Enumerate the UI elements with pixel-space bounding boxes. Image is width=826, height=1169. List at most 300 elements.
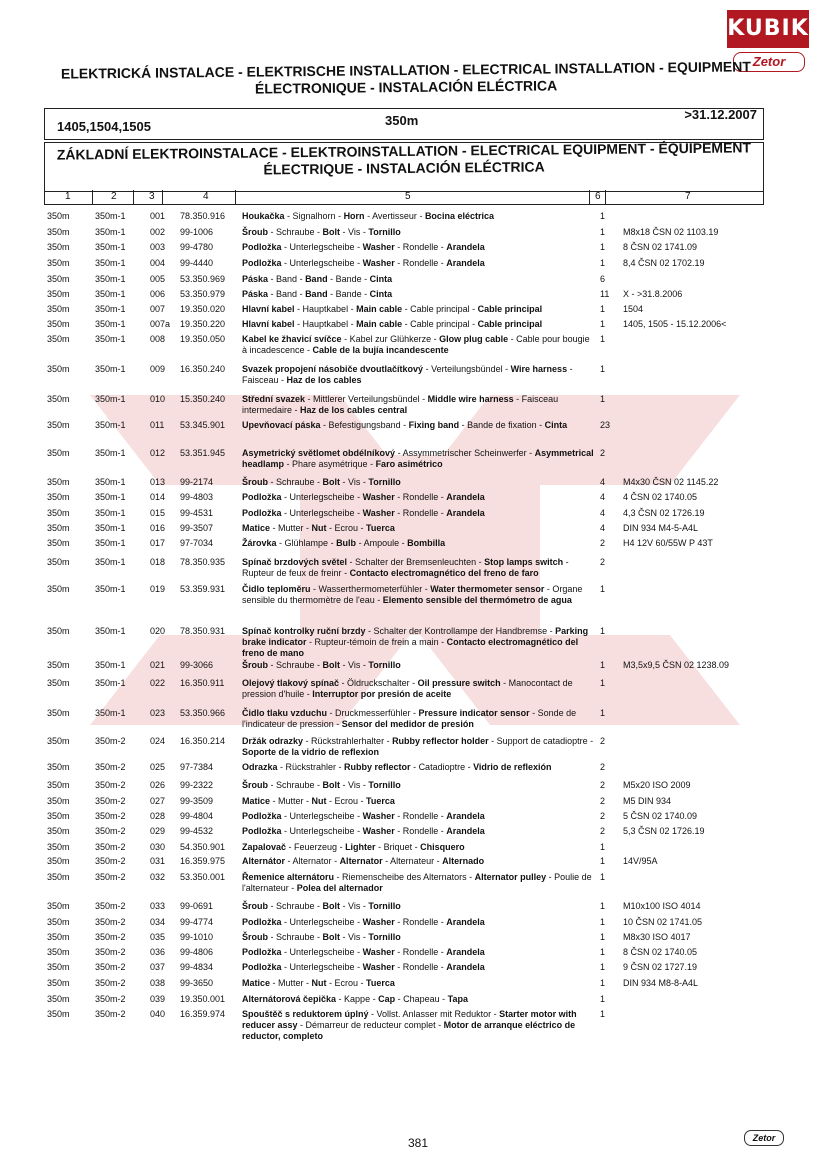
description-d4: Ecrou: [334, 796, 359, 806]
page-number: 381: [408, 1136, 429, 1150]
description-separator: -: [361, 274, 370, 284]
col-1-type: 350m: [47, 962, 70, 972]
description-d5: Alternado: [442, 856, 485, 866]
description-d4: Rondelle: [402, 492, 439, 502]
col-5-description: [242, 211, 597, 222]
description-d1: Podložka: [242, 917, 282, 927]
description-d3: Glow plug cable: [439, 334, 509, 344]
col-6-quantity: 2: [600, 736, 606, 746]
description-separator: -: [339, 678, 348, 688]
zetor-logo: Zetor: [733, 52, 805, 72]
col-5-description: [242, 258, 597, 269]
description-d1: Řemenice alternátoru: [242, 872, 335, 882]
description-separator: -: [286, 842, 295, 852]
description-d2: Schraube: [276, 660, 315, 670]
col-2-group: 350m-1: [95, 394, 126, 404]
description-d4: Cable principal: [410, 304, 470, 314]
description-d1: Matice: [242, 523, 271, 533]
col-4-part-number: 53.350.966: [180, 708, 226, 718]
column-header-4: 4: [203, 191, 209, 202]
col-4-part-number: 53.350.001: [180, 872, 226, 882]
description-d3: Washer: [362, 492, 395, 502]
description-d5: Tornillo: [368, 227, 401, 237]
col-3-position: 040: [150, 1009, 166, 1019]
description-separator: -: [394, 947, 403, 957]
description-separator: -: [336, 994, 345, 1004]
table-row: [47, 557, 762, 587]
description-separator: -: [438, 962, 447, 972]
description-separator: -: [529, 708, 538, 718]
description-separator: -: [294, 319, 303, 329]
col-4-part-number: 99-3650: [180, 978, 214, 988]
description-d2: Mutter: [278, 978, 304, 988]
description-d5: Bocina eléctrica: [424, 211, 494, 221]
col-2-group: 350m-1: [95, 364, 126, 374]
validity-date: >31.12.2007: [684, 107, 757, 122]
description-separator: -: [292, 405, 301, 415]
model-header-box: [44, 108, 764, 140]
col-6-quantity: 1: [600, 626, 606, 636]
col-5-description: [242, 962, 597, 973]
description-separator: -: [340, 660, 349, 670]
col-7-note: 10 ČSN 02 1741.05: [623, 917, 703, 927]
description-d2: Schraube: [276, 227, 315, 237]
col-1-type: 350m: [47, 508, 70, 518]
col-1-type: 350m: [47, 780, 70, 790]
description-separator: -: [360, 227, 369, 237]
description-d3: Lighter: [345, 842, 376, 852]
description-separator: -: [348, 304, 357, 314]
col-5-description: [242, 994, 597, 1005]
description-d1: Asymetrický světlomet obdélníkový: [242, 448, 396, 458]
description-d3: Washer: [362, 508, 395, 518]
col-2-group: 350m-1: [95, 258, 126, 268]
col-3-position: 011: [150, 420, 165, 430]
col-6-quantity: 1: [600, 660, 606, 670]
col-6-quantity: 1: [600, 304, 606, 314]
description-separator: -: [297, 274, 306, 284]
description-separator: -: [354, 508, 363, 518]
description-separator: -: [409, 678, 418, 688]
description-d3: Nut: [311, 796, 327, 806]
description-d1: Matice: [242, 796, 271, 806]
section-title-line2: ÉLECTRIQUE - INSTALACIÓN ELÉCTRICA: [263, 158, 545, 178]
description-d3: Washer: [362, 947, 395, 957]
col-2-group: 350m-2: [95, 811, 126, 821]
description-d1: Podložka: [242, 242, 282, 252]
description-d4: Faisceau: [242, 375, 279, 385]
table-row: [47, 584, 762, 614]
description-d2: Vollst. Anlasser mit Reduktor: [376, 1009, 492, 1019]
col-1-type: 350m: [47, 994, 70, 1004]
description-d2: Alternator: [292, 856, 332, 866]
description-separator: -: [400, 420, 409, 430]
section-title-line1: ZÁKLADNÍ ELEKTROINSTALACE - ELEKTROINSTALLATION - ELECTRICAL EQUIPMENT - ÉQUIPEMENT: [56, 139, 752, 163]
col-3-position: 028: [150, 811, 166, 821]
description-d1: Šroub: [242, 477, 268, 487]
description-d2: Glühlampe: [284, 538, 329, 548]
col-5-description: [242, 736, 597, 758]
description-separator: -: [314, 660, 323, 670]
col-4-part-number: 99-3066: [180, 660, 214, 670]
description-separator: -: [431, 334, 440, 344]
col-2-group: 350m-1: [95, 334, 126, 344]
col-4-part-number: 54.350.901: [180, 842, 226, 852]
description-d4: Alternateur: [390, 856, 435, 866]
description-separator: -: [368, 1009, 377, 1019]
col-1-type: 350m: [47, 947, 70, 957]
description-separator: -: [303, 978, 312, 988]
description-separator: -: [337, 842, 346, 852]
description-d4: Poulie de l'alternateur: [242, 872, 592, 893]
description-d5: Cinta: [544, 420, 568, 430]
col-1-type: 350m: [47, 872, 70, 882]
description-d1: Podložka: [242, 826, 282, 836]
description-d4: Catadioptre: [418, 762, 466, 772]
column-divider: [235, 190, 236, 204]
col-1-type: 350m: [47, 1009, 70, 1019]
col-3-position: 034: [150, 917, 166, 927]
col-6-quantity: 1: [600, 394, 606, 404]
col-4-part-number: 53.350.969: [180, 274, 226, 284]
description-separator: -: [360, 660, 369, 670]
description-d5: Faro asimétrico: [375, 459, 443, 469]
description-separator: -: [354, 947, 363, 957]
description-separator: -: [410, 708, 419, 718]
description-d5: Bombilla: [407, 538, 446, 548]
description-d4: Organe sensible du thermomètre de l'eau: [242, 584, 583, 605]
description-separator: -: [394, 917, 403, 927]
description-separator: -: [348, 319, 357, 329]
description-d4: Rondelle: [402, 242, 439, 252]
col-7-note: 1504: [623, 304, 644, 314]
description-d2: Schraube: [276, 901, 315, 911]
version-code: 350m: [385, 113, 419, 128]
description-d3: Washer: [362, 258, 395, 268]
description-d3: Main cable: [356, 319, 403, 329]
description-d3: Asymmetrical headlamp: [242, 448, 594, 469]
description-d3: Main cable: [356, 304, 403, 314]
description-d5: Tornillo: [368, 477, 401, 487]
col-3-position: 018: [150, 557, 166, 567]
col-5-description: [242, 364, 597, 386]
col-2-group: 350m-2: [95, 932, 126, 942]
column-divider: [133, 190, 134, 204]
description-d5: Contacto electromagnético del freno de mano: [242, 637, 579, 658]
description-d2: Unterlegscheibe: [289, 258, 355, 268]
col-6-quantity: 1: [600, 708, 606, 718]
description-d1: Spouštěč s reduktorem úplný: [242, 1009, 369, 1019]
col-3-position: 038: [150, 978, 166, 988]
zetor-footer-logo: Zetor: [744, 1130, 784, 1146]
description-separator: -: [268, 477, 276, 487]
col-3-position: 017: [150, 538, 166, 548]
description-separator: -: [284, 211, 293, 221]
col-6-quantity: 4: [600, 523, 606, 533]
description-d3: Bolt: [322, 901, 341, 911]
description-separator: -: [587, 736, 594, 746]
col-2-group: 350m-1: [95, 448, 126, 458]
col-5-description: [242, 319, 597, 330]
col-3-position: 023: [150, 708, 166, 718]
description-d4: Ampoule: [363, 538, 400, 548]
col-7-note: 5 ČSN 02 1740.09: [623, 811, 698, 821]
col-3-position: 002: [150, 227, 166, 237]
description-d2: Unterlegscheibe: [289, 962, 355, 972]
col-5-description: [242, 584, 597, 606]
description-separator: -: [466, 872, 475, 882]
description-separator: -: [419, 394, 428, 404]
description-d1: Alternátor: [242, 856, 286, 866]
description-separator: -: [326, 523, 335, 533]
description-separator: -: [422, 584, 431, 594]
description-separator: -: [306, 637, 315, 647]
col-6-quantity: 2: [600, 557, 606, 567]
description-separator: -: [563, 557, 569, 567]
description-d3: Band: [305, 289, 328, 299]
description-d1: Matice: [242, 978, 271, 988]
description-d4: Sonde de l'indicateur de pression: [242, 708, 577, 729]
col-3-position: 027: [150, 796, 166, 806]
description-separator: -: [297, 1020, 306, 1030]
description-d2: Kappe: [344, 994, 371, 1004]
description-d1: Zapalovač: [242, 842, 287, 852]
description-separator: -: [491, 1009, 500, 1019]
description-d5: Soporte de la vidrio de reflexion: [242, 747, 380, 757]
description-separator: -: [281, 508, 290, 518]
description-separator: -: [341, 568, 350, 578]
description-separator: -: [268, 901, 276, 911]
description-d5: Arandela: [446, 492, 485, 502]
col-7-note: X - >31.8.2006: [623, 289, 683, 299]
page-title: [50, 58, 762, 99]
description-d1: Podložka: [242, 947, 282, 957]
description-separator: -: [382, 856, 391, 866]
col-2-group: 350m-2: [95, 1009, 126, 1019]
description-separator: -: [526, 448, 535, 458]
col-4-part-number: 53.350.979: [180, 289, 226, 299]
col-6-quantity: 2: [600, 796, 606, 806]
col-5-description: [242, 289, 597, 300]
description-d3: Bolt: [322, 227, 341, 237]
col-4-part-number: 78.350.931: [180, 626, 226, 636]
description-separator: -: [303, 796, 312, 806]
col-4-part-number: 19.350.050: [180, 334, 226, 344]
col-7-note: 9 ČSN 02 1727.19: [623, 962, 698, 972]
col-3-position: 010: [150, 394, 166, 404]
description-d3: Horn: [343, 211, 365, 221]
col-5-description: [242, 227, 597, 238]
column-header-3: 3: [149, 191, 155, 202]
description-d4: Cable pour bougie à incadescence: [242, 334, 590, 355]
description-d5: Vidrio de reflexión: [473, 762, 552, 772]
description-separator: -: [438, 637, 447, 647]
description-d2: Schraube: [276, 477, 315, 487]
col-2-group: 350m-1: [95, 289, 126, 299]
kubik-logo: KUBIK: [727, 10, 809, 48]
col-3-position: 014: [150, 492, 166, 502]
description-d2: Unterlegscheibe: [289, 492, 355, 502]
description-d5: Elemento sensible del thermómetro de agua: [382, 595, 572, 605]
description-separator: -: [438, 947, 447, 957]
description-separator: -: [270, 978, 279, 988]
description-separator: -: [434, 856, 443, 866]
description-d3: Middle wire harness: [427, 394, 514, 404]
description-separator: -: [281, 947, 290, 957]
col-6-quantity: 1: [600, 872, 606, 882]
description-separator: -: [354, 826, 363, 836]
description-d1: Podložka: [242, 258, 282, 268]
description-d5: Cinta: [369, 274, 393, 284]
description-d4: Vis: [348, 227, 361, 237]
description-d3: Fixing band: [408, 420, 460, 430]
description-separator: -: [354, 492, 363, 502]
description-d4: Rondelle: [402, 826, 439, 836]
col-5-description: [242, 304, 597, 315]
col-7-note: 8 ČSN 02 1741.09: [623, 242, 698, 252]
column-header-6: 6: [595, 191, 601, 202]
col-2-group: 350m-2: [95, 994, 126, 1004]
description-d1: Podložka: [242, 962, 282, 972]
description-separator: -: [354, 962, 363, 972]
col-5-description: [242, 660, 597, 671]
column-divider: [605, 190, 606, 204]
col-2-group: 350m-1: [95, 227, 126, 237]
description-d4: Support de catadioptre: [496, 736, 588, 746]
description-d3: Bulb: [336, 538, 357, 548]
column-divider: [589, 190, 590, 204]
description-separator: -: [465, 762, 474, 772]
col-5-description: [242, 523, 597, 534]
col-5-description: [242, 842, 597, 853]
description-separator: -: [333, 719, 342, 729]
description-d5: Contacto electromagnético del freno de faro: [349, 568, 539, 578]
description-d4: Vis: [348, 477, 361, 487]
col-3-position: 009: [150, 364, 166, 374]
col-5-description: [242, 420, 597, 431]
description-d1: Šroub: [242, 932, 268, 942]
description-separator: -: [294, 304, 303, 314]
col-1-type: 350m: [47, 678, 70, 688]
description-d1: Čidlo tlaku vzduchu: [242, 708, 328, 718]
col-7-note: 4,3 ČSN 02 1726.19: [623, 508, 705, 518]
column-header-5: 5: [405, 191, 411, 202]
col-4-part-number: 99-4531: [180, 508, 214, 518]
col-6-quantity: 1: [600, 856, 606, 866]
description-d5: Polea del alternador: [296, 883, 383, 893]
description-d4: Chapeau: [403, 994, 440, 1004]
col-5-description: [242, 557, 597, 579]
description-d3: Wire harness: [510, 364, 568, 374]
description-d4: Faisceau intermedaire: [242, 394, 559, 415]
description-d1: Šroub: [242, 901, 268, 911]
description-d1: Spínač brzdových světel: [242, 557, 348, 567]
description-separator: -: [367, 459, 376, 469]
description-separator: -: [469, 319, 478, 329]
col-1-type: 350m: [47, 842, 70, 852]
description-d5: Tornillo: [368, 932, 401, 942]
col-1-type: 350m: [47, 660, 70, 670]
description-d5: Tapa: [447, 994, 468, 1004]
table-row: [47, 334, 762, 364]
col-7-note: 14V/95A: [623, 856, 658, 866]
description-d3: Oil pressure switch: [417, 678, 501, 688]
description-d3: Bolt: [322, 477, 341, 487]
description-d5: Cinta: [369, 289, 393, 299]
col-6-quantity: 11: [600, 289, 610, 299]
description-d4: Rondelle: [402, 508, 439, 518]
description-d4: Manocontact de pression d'huile: [242, 678, 573, 699]
col-2-group: 350m-1: [95, 492, 126, 502]
col-4-part-number: 19.350.020: [180, 304, 226, 314]
col-5-description: [242, 274, 597, 285]
col-6-quantity: 1: [600, 319, 606, 329]
col-1-type: 350m: [47, 448, 70, 458]
col-6-quantity: 1: [600, 901, 606, 911]
col-3-position: 037: [150, 962, 166, 972]
description-separator: -: [341, 334, 350, 344]
description-d4: Phare asymétrique: [292, 459, 368, 469]
col-5-description: [242, 811, 597, 822]
col-6-quantity: 1: [600, 947, 606, 957]
description-d3: Bolt: [322, 932, 341, 942]
description-d2: Mittlerer Verteilungsbündel: [313, 394, 420, 404]
col-5-description: [242, 492, 597, 503]
col-6-quantity: 1: [600, 227, 606, 237]
description-d3: Rubby reflector holder: [392, 736, 489, 746]
description-d5: Tornillo: [368, 660, 401, 670]
description-separator: -: [281, 962, 290, 972]
description-d4: Cable principal: [410, 319, 470, 329]
description-separator: -: [502, 364, 511, 374]
col-7-note: H4 12V 60/55W P 43T: [623, 538, 713, 548]
col-6-quantity: 1: [600, 978, 606, 988]
description-d1: Šroub: [242, 660, 268, 670]
description-separator: -: [285, 856, 293, 866]
description-d5: Arandela: [446, 811, 485, 821]
description-d1: Střední svazek: [242, 394, 306, 404]
description-d2: Öldruckschalter: [347, 678, 410, 688]
col-4-part-number: 99-4804: [180, 811, 214, 821]
description-d1: Kabel ke žhavicí svíčce: [242, 334, 342, 344]
col-5-description: [242, 947, 597, 958]
description-separator: -: [314, 227, 323, 237]
description-d5: Arandela: [446, 242, 485, 252]
description-separator: -: [416, 211, 425, 221]
col-3-position: 019: [150, 584, 166, 594]
description-separator: -: [268, 227, 276, 237]
description-d5: Arandela: [446, 826, 485, 836]
description-separator: -: [328, 538, 337, 548]
description-d5: Interruptor por presión de aceite: [312, 689, 452, 699]
description-separator: -: [326, 978, 335, 988]
description-separator: -: [327, 274, 336, 284]
col-4-part-number: 97-7384: [180, 762, 214, 772]
col-2-group: 350m-2: [95, 856, 126, 866]
description-d2: Befestigungsband: [328, 420, 401, 430]
description-d1: Alternátorová čepička: [242, 994, 337, 1004]
description-separator: -: [276, 538, 285, 548]
description-d1: Páska: [242, 274, 269, 284]
description-d3: Washer: [362, 242, 395, 252]
col-2-group: 350m-1: [95, 211, 126, 221]
col-1-type: 350m: [47, 334, 70, 344]
col-5-description: [242, 242, 597, 253]
description-d2: Wasserthermometerfühler: [318, 584, 423, 594]
description-separator: -: [402, 319, 411, 329]
description-separator: -: [304, 689, 313, 699]
col-2-group: 350m-2: [95, 842, 126, 852]
